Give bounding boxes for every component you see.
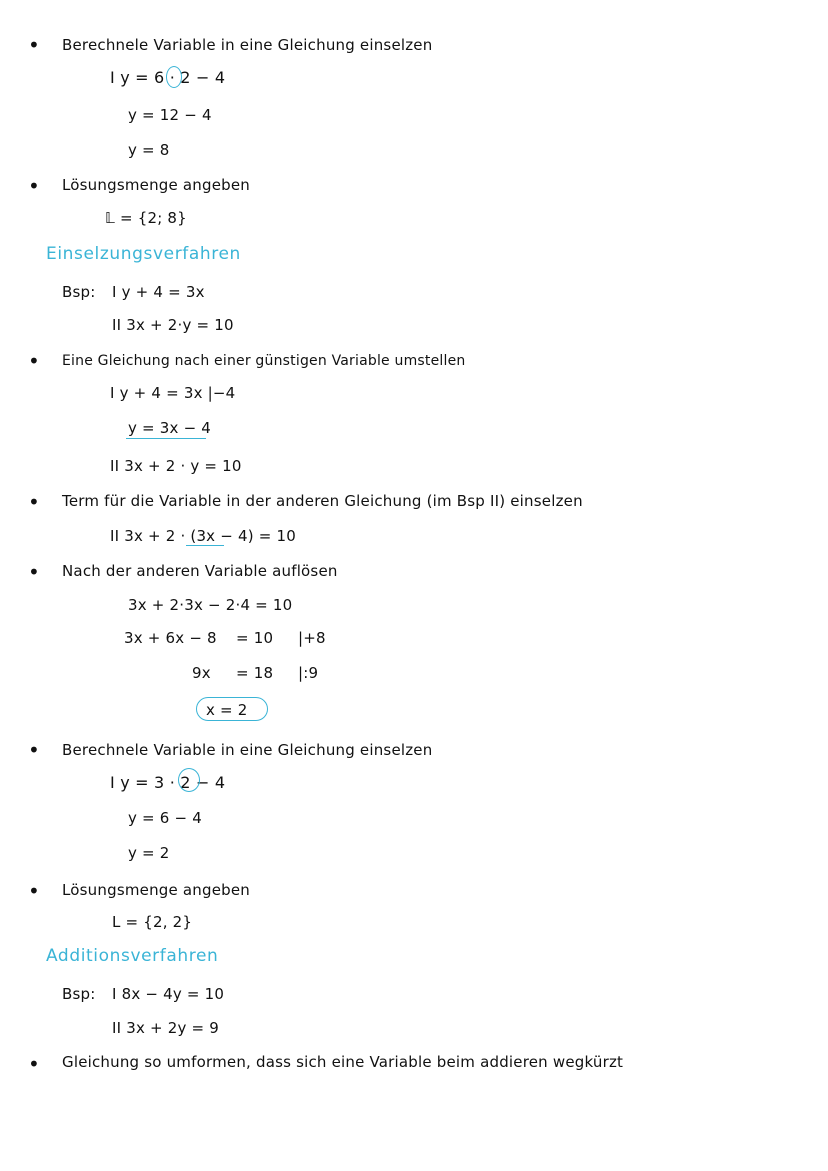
calc2-line1: I y = 3 · 2 − 4 <box>110 773 226 792</box>
underline-mark <box>126 438 206 439</box>
underline-mark <box>186 545 224 546</box>
calc1-line1: I y = 6 · 2 − 4 <box>110 68 226 87</box>
substitute-term: II 3x + 2 · (3x − 4) = 10 <box>110 527 296 545</box>
example-label: Bsp: <box>62 985 96 1003</box>
step-solution-set-2: Lösungsmenge angeben <box>62 881 251 899</box>
calc1-line2: y = 12 − 4 <box>128 106 212 124</box>
step-calc-variable-1: Berechnele Variable in eine Gleichung einselzen <box>62 36 433 54</box>
calc2-line3: y = 2 <box>128 844 170 862</box>
solve-line1: 3x + 2·3x − 2·4 = 10 <box>128 596 293 614</box>
solution-set-1: 𝕃 = {2; 8} <box>105 209 187 227</box>
result-highlight-circle <box>196 697 268 721</box>
step-substitute-term: Term für die Variable in der anderen Gleichung (im Bsp II) einselzen <box>62 492 583 510</box>
bullet-dot-icon: • <box>28 490 40 514</box>
bullet-dot-icon: • <box>28 560 40 584</box>
rearrange-line3: II 3x + 2 · y = 10 <box>110 457 242 475</box>
addition-equation-I: I 8x − 4y = 10 <box>112 985 225 1003</box>
bullet-dot-icon: • <box>28 174 40 198</box>
bullet-dot-icon: • <box>28 879 40 903</box>
solve-line3-lhs: 9x <box>192 664 211 682</box>
solve-line2-op: |+8 <box>298 629 326 647</box>
equation-I: I y + 4 = 3x <box>112 283 205 301</box>
step-rearrange: Eine Gleichung nach einer günstigen Variable umstellen <box>62 353 466 369</box>
example-label: Bsp: <box>62 283 96 301</box>
bullet-dot-icon: • <box>28 349 40 373</box>
heading-additionsverfahren: Additionsverfahren <box>46 946 219 966</box>
step-solve-other-variable: Nach der anderen Variable auflösen <box>62 562 338 580</box>
rearrange-line2: y = 3x − 4 <box>128 419 212 437</box>
addition-equation-II: II 3x + 2y = 9 <box>112 1019 220 1037</box>
equation-II: II 3x + 2·y = 10 <box>112 316 234 334</box>
solve-line3-op: |:9 <box>298 664 319 682</box>
solution-set-2: L = {2, 2} <box>112 913 193 931</box>
solve-result: x = 2 <box>206 701 248 719</box>
bullet-dot-icon: • <box>28 1052 40 1076</box>
heading-einsetzungsverfahren: Einselzungsverfahren <box>46 244 241 264</box>
step-solution-set-1: Lösungsmenge angeben <box>62 176 251 194</box>
highlight-circle <box>166 66 182 88</box>
rearrange-line1: I y + 4 = 3x |−4 <box>110 384 236 402</box>
highlight-circle <box>178 768 200 792</box>
solve-line3-eq: = 18 <box>236 664 274 682</box>
step-calc-variable-2: Berechnele Variable in eine Gleichung einselzen <box>62 741 433 759</box>
solve-line2-lhs: 3x + 6x − 8 <box>124 629 217 647</box>
solve-line2-eq: = 10 <box>236 629 274 647</box>
calc2-line2: y = 6 − 4 <box>128 809 202 827</box>
bullet-dot-icon: • <box>28 738 40 762</box>
calc1-line3: y = 8 <box>128 141 170 159</box>
bullet-dot-icon: • <box>28 33 40 57</box>
step-transform-equation: Gleichung so umformen, dass sich eine Variable beim addieren wegkürzt <box>62 1053 624 1071</box>
